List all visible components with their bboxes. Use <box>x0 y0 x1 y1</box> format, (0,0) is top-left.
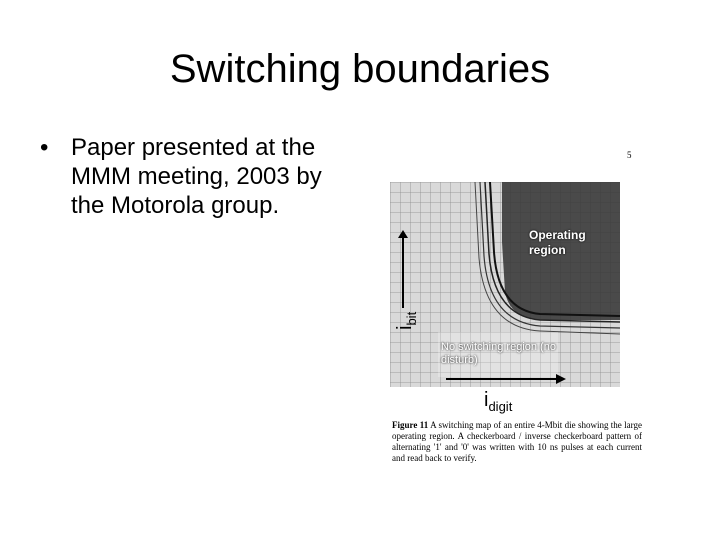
no-switching-region-label: No switching region (no disturb) <box>441 341 556 366</box>
caption-label: Figure 11 <box>392 420 429 430</box>
bullet-item <box>40 133 360 220</box>
x-axis-symbol: i <box>484 389 489 411</box>
bullet-text: Paper presented at the MMM meeting, 2003 by the Motorola group. <box>71 134 322 219</box>
caption-text: A switching map of an entire 4-Mbit die showing the large operating region. A checkerboard / inverse checkerboard pattern of alternating '1' and '0' was written with 10 ns pulses at each current and read back to verify. <box>392 420 642 463</box>
operating-region-label: Operating region <box>529 228 586 257</box>
arrow-up-icon <box>398 230 408 310</box>
arrow-right-icon <box>446 374 566 384</box>
y-axis-label <box>394 312 419 330</box>
y-axis-symbol: i <box>394 325 416 330</box>
slide-title: Switching boundaries <box>169 47 551 91</box>
page-number: 5 <box>627 150 632 160</box>
bullet-marker: • <box>40 134 49 161</box>
x-axis-label <box>484 389 512 414</box>
y-axis-subscript: bit <box>404 311 419 326</box>
bullet-list <box>40 133 360 220</box>
figure-caption <box>392 420 642 464</box>
x-axis-subscript: digit <box>488 399 513 414</box>
